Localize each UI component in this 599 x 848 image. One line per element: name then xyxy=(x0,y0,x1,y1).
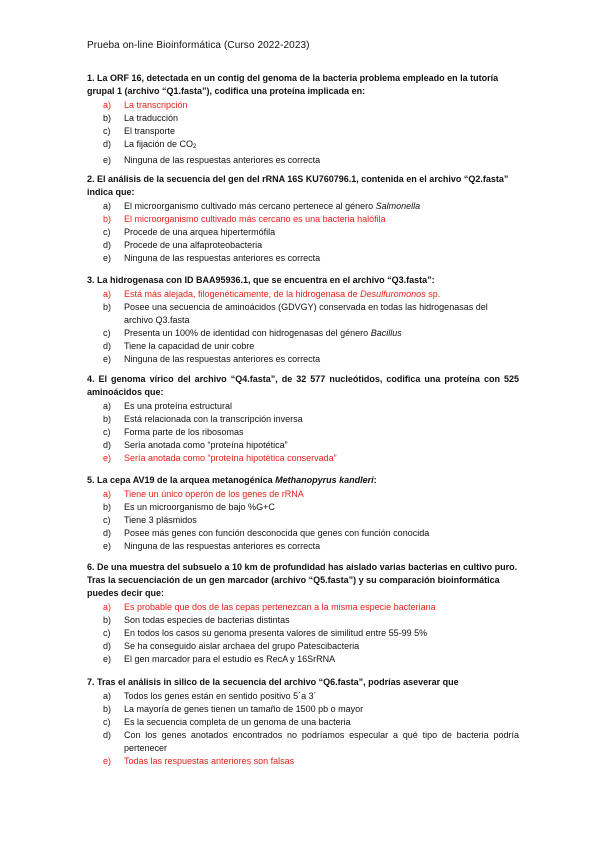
question-text: 5. La cepa AV19 de la arquea metanogénica Methanopyrus kandleri: xyxy=(87,475,377,485)
option-a: a) Es una proteína estructural xyxy=(103,401,233,411)
question-text: 6. De una muestra del subsuelo a 10 km de profundidad has aislado varias bacterias en cultivo puro. Tras la secuenciación de un gen marcador (archivo “Q5.fasta”) y su comparación bioinformática puedes decir que: xyxy=(87,562,518,598)
question-text: 4. El genoma vírico del archivo “Q4.fasta”, de 32 577 nucleótidos, codifica una proteína con 525 aminoácidos que: xyxy=(87,374,519,397)
option-e: e) Ninguna de las respuestas anteriores es correcta xyxy=(103,354,321,364)
option-c: c) Tiene 3 plásmidos xyxy=(103,515,197,525)
option-e: e) Todas las respuestas anteriores son falsas xyxy=(103,756,295,766)
option-b: b) La traducción xyxy=(103,113,179,123)
question-text: 3. La hidrogenasa con ID BAA95936.1, que se encuentra en el archivo “Q3.fasta”: xyxy=(87,275,435,285)
option-e: e) El gen marcador para el estudio es RecA y 16SrRNA xyxy=(103,654,336,664)
option-c: c) Procede de una arquea hipertermófila xyxy=(103,227,276,237)
option-b: b) Está relacionada con la transcripción inversa xyxy=(103,414,303,424)
option-c: c) En todos los casos su genoma presenta valores de similitud entre 55-99 5% xyxy=(103,628,428,638)
option-e: e) Ninguna de las respuestas anteriores es correcta xyxy=(103,253,321,263)
option-d: d) Se ha conseguido aislar archaea del grupo Patescibacteria xyxy=(103,641,360,651)
option-a: a) La transcripción xyxy=(103,100,188,110)
question-text: 7. Tras el análisis in silico de la secuencia del archivo “Q6.fasta”, podrías aseverar que xyxy=(87,677,459,687)
option-b: b) Posee una secuencia de aminoácidos (GDVGY) conservada en todas las hidrogenasas del archivo Q3.fasta xyxy=(103,302,488,325)
option-b: b) Son todas especies de bacterias distintas xyxy=(103,615,290,625)
option-c: c) El transporte xyxy=(103,126,176,136)
option-e: e) Sería anotada como “proteína hipotética conservada” xyxy=(103,453,337,463)
option-a: a) Tiene un único operón de los genes de rRNA xyxy=(103,489,304,499)
question-5 xyxy=(87,474,519,553)
question-7 xyxy=(87,676,519,768)
option-a: a) Está más alejada, filogenéticamente, de la hidrogenasa de Desulfuromonos sp. xyxy=(103,289,441,299)
option-d: d) Tiene la capacidad de unir cobre xyxy=(103,341,255,351)
option-a: a) El microorganismo cultivado más cercano pertenece al género Salmonella xyxy=(103,201,421,211)
option-b: b) Es un microorganismo de bajo %G+C xyxy=(103,502,275,512)
question-3 xyxy=(87,274,519,366)
option-d: d) La fijación de $CO_2$ xyxy=(103,139,197,150)
option-c: c) Forma parte de los ribosomas xyxy=(103,427,244,437)
option-c: c) Presenta un 100% de identidad con hidrogenasas del género Bacillus xyxy=(103,328,402,338)
option-d: d) Con los genes anotados encontrados no podríamos especular a qué tipo de bacteria podría pertenecer xyxy=(103,730,519,753)
option-a: a) Es probable que dos de las cepas pertenezcan a la misma especie bacteriana xyxy=(103,602,436,612)
question-6 xyxy=(87,561,519,666)
option-a: a) Todos los genes están en sentido positivo 5´a 3´ xyxy=(103,691,317,701)
option-d: d) Posee más genes con función desconocida que genes con función conocida xyxy=(103,528,430,538)
question-text: 2. El análisis de la secuencia del gen del rRNA 16S KU760796.1, contenida en el archivo “Q2.fasta” indica que: xyxy=(87,174,509,197)
page-header: Prueba on-line Bioinformática (Curso 2022-2023) xyxy=(87,40,310,51)
question-text: 1. La ORF 16, detectada en un contig del genoma de la bacteria problema empleado en la tutoría grupal 1 (archivo “Q1.fasta”), codifica una proteína implicada en: xyxy=(87,73,499,96)
question-1 xyxy=(87,72,519,167)
question-4 xyxy=(87,373,519,465)
option-d: d) Sería anotada como “proteína hipotética” xyxy=(103,440,288,450)
option-e: e) Ninguna de las respuestas anteriores es correcta xyxy=(103,541,321,551)
option-b: b) La mayoría de genes tienen un tamaño de 1500 pb o mayor xyxy=(103,704,364,714)
question-2 xyxy=(87,173,519,265)
option-c: c) Es la secuencia completa de un genoma de una bacteria xyxy=(103,717,351,727)
option-b: b) El microorganismo cultivado más cercano es una bacteria halófila xyxy=(103,214,386,224)
option-d: d) Procede de una alfaproteobacteria xyxy=(103,240,263,250)
option-e: e) Ninguna de las respuestas anteriores es correcta xyxy=(103,155,321,165)
